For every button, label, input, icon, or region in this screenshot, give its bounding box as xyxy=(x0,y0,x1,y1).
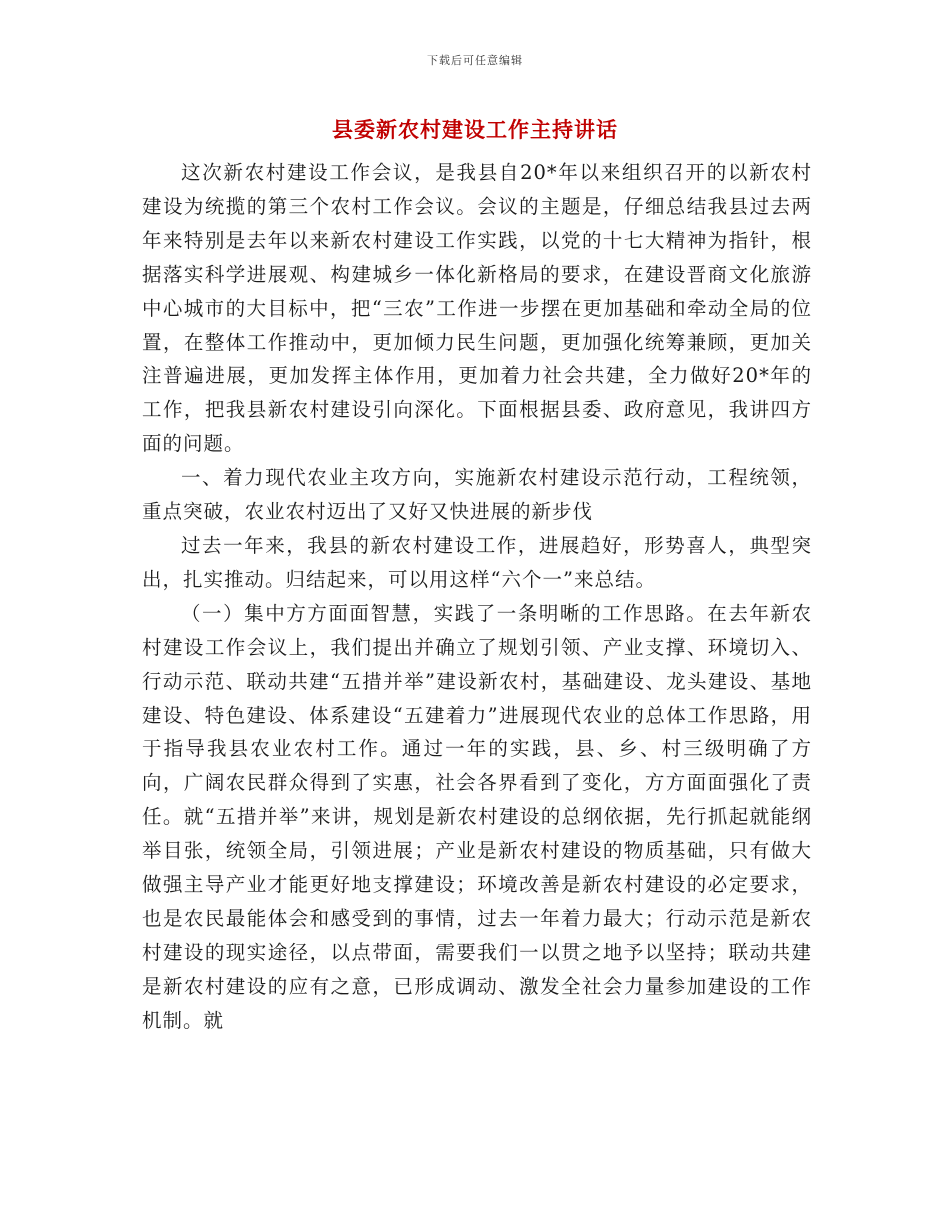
paragraph-section-heading: 一、着力现代农业主攻方向，实施新农村建设示范行动，工程统领，重点突破，农业农村迈出了又好又快进展的新步伐 xyxy=(142,466,812,524)
header-note: 下载后可任意编辑 xyxy=(427,54,523,67)
paragraph-subsection-1: （一）集中方方面面智慧，实践了一条明晰的工作思路。在去年新农村建设工作会议上，我们提出并确立了规划引领、产业支撑、环境切入、行动示范、联动共建“五措并举”建设新农村，基础建设、龙头建设、基地建设、特色建设、体系建设“五建着力”进展现代农业的总体工作思路，用于指导我县农业农村工作。通过一年的实践，县、乡、村三级明确了方向，广阔农民群众得到了实惠，社会各界看到了变化，方方面面强化了责任。就“五措并举”来讲，规划是新农村建设的总纲依据，先行抓起就能纲举目张，统领全局，引领进展；产业是新农村建设的物质基础，只有做大做强主导产业才能更好地支撑建设；环境改善是新农村建设的必定要求，也是农民最能体会和感受到的事情，过去一年着力最大；行动示范是新农村建设的现实途径，以点带面，需要我们一以贯之地予以坚持；联动共建是新农村建设的应有之意，已形成调动、激发全社会力量参加建设的工作机制。就 xyxy=(142,601,812,1032)
document-title: 县委新农村建设工作主持讲话 xyxy=(332,117,618,142)
paragraph-intro: 这次新农村建设工作会议，是我县自20*年以来组织召开的以新农村建设为统揽的第三个农村工作会议。会议的主题是，仔细总结我县过去两年来特别是去年以来新农村建设工作实践，以党的十七大精神为指针，根据落实科学进展观、构建城乡一体化新格局的要求，在建设晋商文化旅游中心城市的大目标中，把“三农”工作进一步摆在更加基础和牵动全局的位置，在整体工作推动中，更加倾力民生问题，更加强化统筹兼顾，更加关注普遍进展，更加发挥主体作用，更加着力社会共建，全力做好20*年的工作，把我县新农村建设引向深化。下面根据县委、政府意见，我讲四方面的问题。 xyxy=(142,161,812,456)
document-body xyxy=(142,156,812,1038)
paragraph-summary: 过去一年来，我县的新农村建设工作，进展趋好，形势喜人，典型突出，扎实推动。归结起来，可以用这样“六个一”来总结。 xyxy=(142,533,812,591)
